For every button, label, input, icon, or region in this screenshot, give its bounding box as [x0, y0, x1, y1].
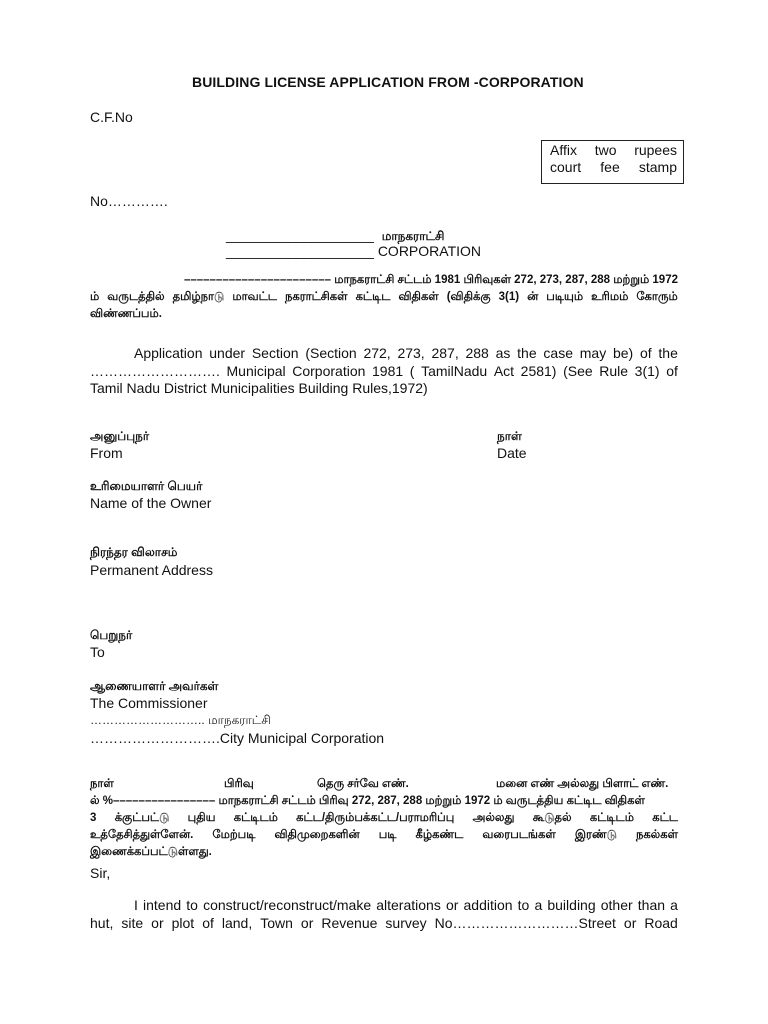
tamil-body-line-4: உத்தேசித்துள்ளேன். மேற்படி விதிமுறைகளின் படி கீழ்கண்ட வரைபடங்கள் இரண்டு நகல்கள் [90, 829, 678, 841]
stamp-line-2: court fee stamp [550, 159, 677, 175]
court-fee-stamp-box [541, 140, 684, 184]
intent-line-2: hut, site or plot of land, Town or Revenue survey No………………………Street or Road [90, 914, 678, 931]
commissioner-tamil-label: ஆணையாளர் அவர்கள் [90, 679, 219, 693]
intent-paragraph [90, 897, 678, 932]
owner-label: Name of the Owner [90, 495, 212, 511]
tamil-body-line-1: நாள் பிரிவு தெரு சர்வே எண். மனை எண் அல்லது பிளாட் எண். [90, 778, 669, 790]
no-label: No…………. [90, 193, 168, 209]
tamil-body-line-5: இணைக்கப்பட்டுள்ளது. [90, 846, 212, 858]
corporation-line: ___________________ CORPORATION [226, 243, 482, 259]
intent-line-1: I intend to construct/reconstruct/make alterations or addition to a building other than a [134, 897, 678, 913]
address-label: Permanent Address [90, 562, 213, 578]
owner-tamil-label: உரிமையாளர் பெயர் [90, 479, 203, 493]
to-tamil-label: பெறுநர் [90, 628, 133, 642]
commissioner-label: The Commissioner [90, 695, 208, 711]
corporation-tamil-line: ___________________ மாநகராட்சி [226, 227, 445, 243]
tamil-body-paragraph [90, 776, 678, 861]
application-line-2: ………………………. Municipal Corporation 1981 ( TamilNadu Act 2581) (See Rule 3(1) of [90, 362, 678, 379]
tamil-intro-line-3: விண்ணப்பம். [90, 308, 162, 320]
salutation: Sir, [90, 865, 111, 881]
tamil-body-line-3: 3 க்குட்பட்டு புதிய கட்டிடம் கட்ட/திரும்பக்கட்ட/பராமரிப்பு அல்லது கூடுதல் கட்டிடம் கட்ட [90, 812, 678, 824]
tamil-intro-line-1: ––––––––––––––––––––––– மாநகராட்சி சட்டம் 1981 பிரிவுகள் 272, 273, 287, 288 மற்றும் 1972 [183, 274, 678, 286]
stamp-line-1: Affix two rupees [550, 142, 677, 158]
application-line-1: Application under Section (Section 272, 273, 287, 288 as the case may be) of the [134, 345, 678, 361]
address-tamil-label: நிரந்தர விலாசம் [90, 545, 178, 559]
to-label: To [90, 644, 105, 660]
application-line-3: Tamil Nadu District Municipalities Building Rules,1972) [90, 380, 428, 396]
document-title: BUILDING LICENSE APPLICATION FROM -CORPORATION [192, 74, 584, 90]
cf-no-label: C.F.No [90, 109, 133, 125]
corporation-tamil-dots: ……………………….. மாநகராட்சி [90, 713, 271, 727]
from-label: From [90, 445, 123, 461]
from-tamil-label: அனுப்புநர் [90, 429, 150, 443]
tamil-intro-line-2: ம் வருடத்தில் தமிழ்நாடு மாவட்ட நகராட்சிகள் கட்டிட விதிகள் (விதிக்கு 3(1) ன் படியும் உரிமம் கோரும் [90, 291, 678, 303]
application-paragraph [90, 345, 678, 398]
date-tamil-label: நாள் [497, 429, 522, 443]
date-label: Date [497, 445, 527, 461]
tamil-intro-paragraph [90, 272, 678, 323]
city-corporation-line: ……………………….City Municipal Corporation [90, 730, 385, 746]
tamil-body-line-2: ல் %–––––––––––––––– மாநகராட்சி சட்டம் பிரிவு 272, 287, 288 மற்றும் 1972 ம் வருடத்திய கட்டிட விதிகள் [90, 795, 645, 807]
